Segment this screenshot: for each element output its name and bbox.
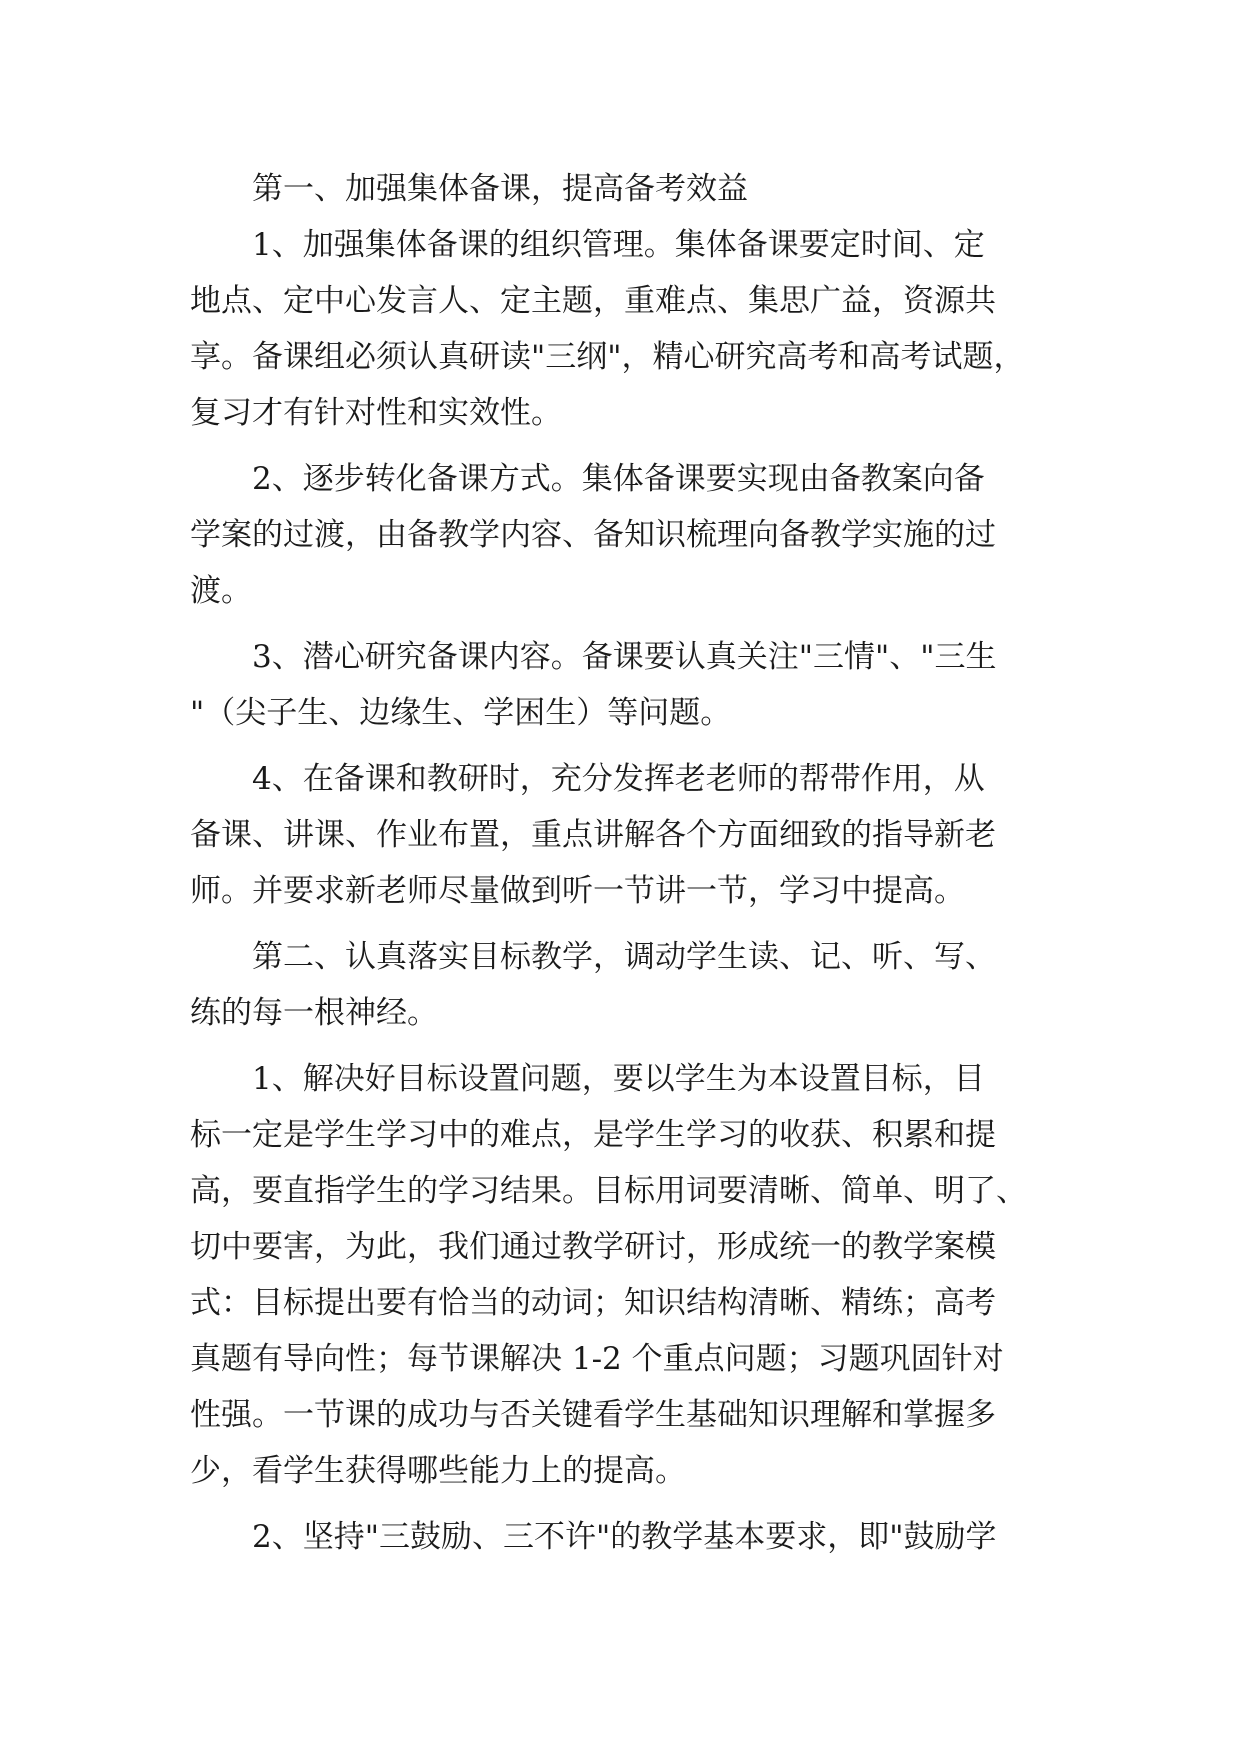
paragraph-line: 地点、定中心发言人、定主题，重难点、集思广益，资源共 <box>190 283 996 319</box>
paragraph-line: 1、解决好目标设置问题，要以学生为本设置目标，目 <box>252 1061 985 1097</box>
paragraph-line: 4、在备课和教研时，充分发挥老老师的帮带作用，从 <box>252 761 985 797</box>
paragraph-line: 1、加强集体备课的组织管理。集体备课要定时间、定 <box>252 227 985 263</box>
paragraph-line: 备课、讲课、作业布置，重点讲解各个方面细致的指导新老 <box>190 817 996 853</box>
section-heading-2-continued: 练的每一根神经。 <box>190 995 438 1031</box>
section-heading-2: 第二、认真落实目标教学，调动学生读、记、听、写、 <box>252 939 996 975</box>
paragraph-line: 性强。一节课的成功与否关键看学生基础知识理解和掌握多 <box>190 1397 996 1433</box>
paragraph-line: 少，看学生获得哪些能力上的提高。 <box>190 1453 686 1489</box>
paragraph-line: 2、逐步转化备课方式。集体备课要实现由备教案向备 <box>252 461 985 497</box>
section-heading-1: 第一、加强集体备课，提高备考效益 <box>252 171 748 207</box>
paragraph-line: "（尖子生、边缘生、学困生）等问题。 <box>190 695 732 731</box>
paragraph-line: 复习才有针对性和实效性。 <box>190 395 562 431</box>
paragraph-line: 真题有导向性；每节课解决 1-2 个重点问题；习题巩固针对 <box>190 1341 1004 1377</box>
paragraph-line: 切中要害，为此，我们通过教学研讨，形成统一的教学案模 <box>190 1229 996 1265</box>
paragraph-line: 高，要直指学生的学习结果。目标用词要清晰、简单、明了、 <box>190 1173 1027 1209</box>
paragraph-line: 式：目标提出要有恰当的动词；知识结构清晰、精练；高考 <box>190 1285 996 1321</box>
paragraph-line: 3、潜心研究备课内容。备课要认真关注"三情"、"三生 <box>252 639 997 675</box>
paragraph-line: 渡。 <box>190 573 252 609</box>
paragraph-line: 2、坚持"三鼓励、三不许"的教学基本要求，即"鼓励学 <box>252 1519 997 1555</box>
paragraph-line: 标一定是学生学习中的难点，是学生学习的收获、积累和提 <box>190 1117 996 1153</box>
paragraph-line: 学案的过渡，由备教学内容、备知识梳理向备教学实施的过 <box>190 517 996 553</box>
paragraph-line: 师。并要求新老师尽量做到听一节讲一节，学习中提高。 <box>190 873 965 909</box>
paragraph-line: 享。备课组必须认真研读"三纲"，精心研究高考和高考试题， <box>190 339 1025 375</box>
